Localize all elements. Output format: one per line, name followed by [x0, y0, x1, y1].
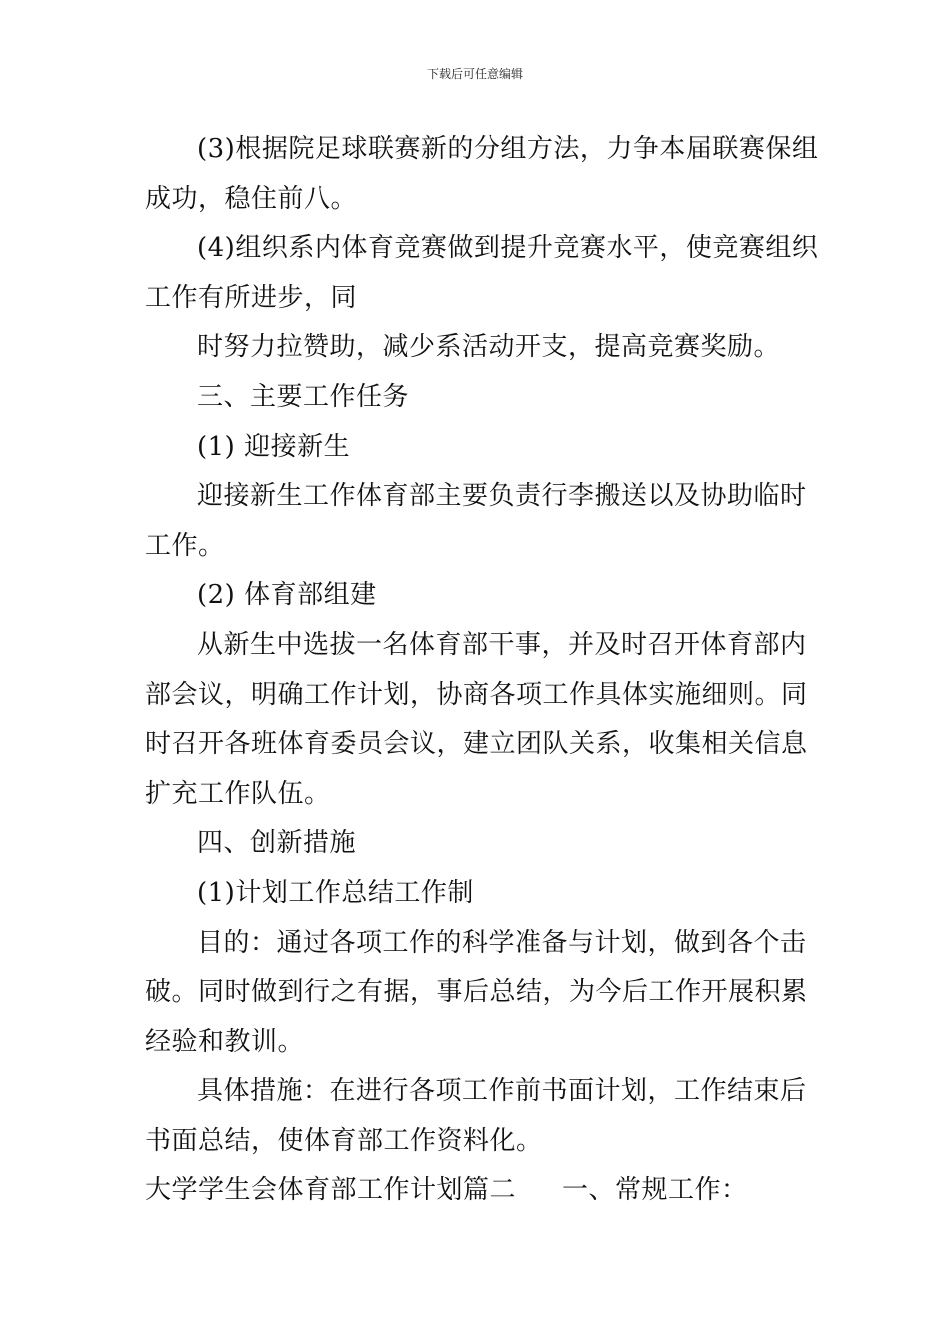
- paragraph-line: (4)组织系内体育竞赛做到提升竞赛水平，使竞赛组织: [197, 233, 819, 264]
- paragraph-line: (3)根据院足球联赛新的分组方法，力争本届联赛保组: [197, 134, 819, 164]
- paragraph-line: 部会议，明确工作计划，协商各项工作具体实施细则。同: [145, 679, 808, 710]
- subsection-heading: (1)计划工作总结工作制: [197, 877, 474, 908]
- chapter-title: 大学学生会体育部工作计划篇二: [145, 1175, 517, 1206]
- paragraph-line: 破。同时做到行之有据，事后总结，为今后工作开展积累: [145, 977, 808, 1008]
- paragraph-line: 成功，稳住前八。: [145, 183, 358, 214]
- paragraph-line: 工作。: [145, 530, 225, 561]
- subsection-heading: (2) 体育部组建: [197, 580, 377, 611]
- paragraph-line: 迎接新生工作体育部主要负责行李搬送以及协助临时: [197, 481, 807, 512]
- paragraph-line: 时努力拉赞助，减少系活动开支，提高竞赛奖励。: [197, 332, 781, 363]
- subsection-heading: (1) 迎接新生: [197, 431, 351, 462]
- paragraph-line: 目的：通过各项工作的科学准备与计划，做到各个击: [197, 927, 807, 958]
- paragraph-line: 从新生中选拔一名体育部干事，并及时召开体育部内: [197, 629, 807, 660]
- section-heading: 四、创新措施: [197, 828, 357, 859]
- chapter-title-line: [145, 1166, 810, 1216]
- paragraph-line: 书面总结，使体育部工作资料化。: [145, 1125, 543, 1156]
- paragraph-line: 经验和教训。: [145, 1026, 305, 1057]
- paragraph-line: 工作有所进步，同: [145, 282, 358, 313]
- paragraph-line: 具体措施：在进行各项工作前书面计划，工作结束后: [197, 1076, 807, 1107]
- paragraph-line: 时召开各班体育委员会议，建立团队关系，收集相关信息: [145, 729, 808, 760]
- section-heading: 一、常规工作：: [562, 1175, 748, 1206]
- section-heading: 三、主要工作任务: [197, 381, 410, 412]
- page-header: 下载后可任意编辑: [426, 67, 523, 81]
- paragraph-line: 扩充工作队伍。: [145, 778, 331, 809]
- document-body: [145, 125, 819, 1216]
